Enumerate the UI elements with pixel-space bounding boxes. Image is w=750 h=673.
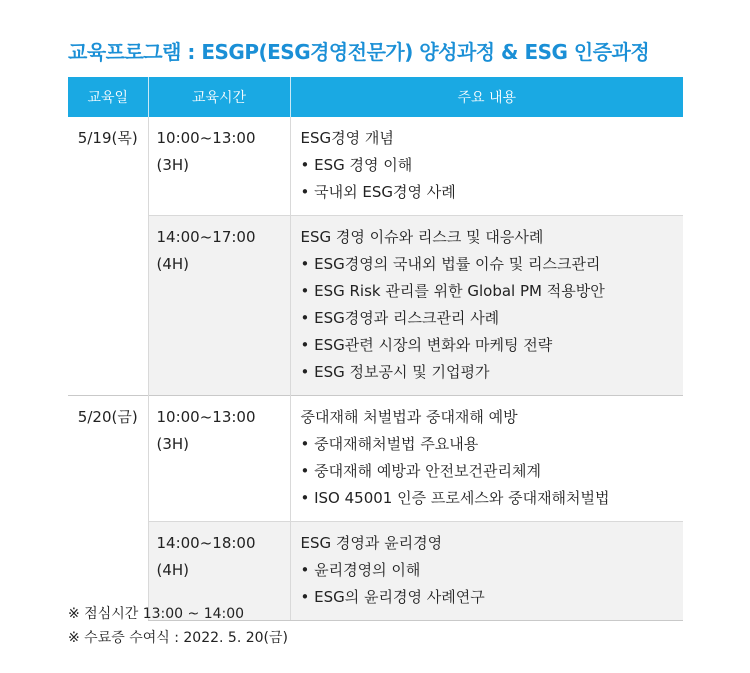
- content-cell: [290, 522, 683, 621]
- time-cell: [148, 117, 290, 216]
- table-row: [68, 216, 683, 396]
- content-cell: [290, 117, 683, 216]
- note-lunch: ※ 점심시간 13:00 ~ 14:00: [68, 606, 245, 622]
- table-header-row: [68, 77, 683, 117]
- table-row: [68, 396, 683, 522]
- session-time: 10:00~13:00: [156, 129, 256, 147]
- session-item: • 국내외 ESG경영 사례: [300, 183, 456, 201]
- header-time: 교육시간: [148, 77, 290, 117]
- note-ceremony: ※ 수료증 수여식 : 2022. 5. 20(금): [68, 630, 288, 646]
- session-hours: (3H): [156, 435, 190, 453]
- session-item: • 중대재해 예방과 안전보건관리체계: [300, 462, 542, 480]
- time-cell: [148, 216, 290, 396]
- session-item: • 윤리경영의 이해: [300, 561, 421, 579]
- page-title: 교육프로그램 : ESGP(ESG경영전문가) 양성과정 & ESG 인증과정: [68, 40, 650, 64]
- session-item: • ESG Risk 관리를 위한 Global PM 적용방안: [300, 282, 605, 300]
- session-hours: (4H): [156, 561, 190, 579]
- content-cell: [290, 396, 683, 522]
- session-time: 14:00~18:00: [156, 534, 256, 552]
- session-item: • ISO 45001 인증 프로세스와 중대재해처벌법: [300, 489, 610, 507]
- session-item: • 중대재해처벌법 주요내용: [300, 435, 479, 453]
- session-topic: 중대재해 처벌법과 중대재해 예방: [300, 408, 518, 426]
- session-topic: ESG 경영과 윤리경영: [300, 534, 443, 552]
- session-topic: ESG경영 개념: [300, 129, 394, 147]
- header-content: 주요 내용: [290, 77, 683, 117]
- session-hours: (4H): [156, 255, 190, 273]
- session-item: • ESG경영의 국내외 법률 이슈 및 리스크관리: [300, 255, 601, 273]
- session-time: 14:00~17:00: [156, 228, 256, 246]
- session-item: • ESG 정보공시 및 기업평가: [300, 363, 490, 381]
- time-cell: [148, 396, 290, 522]
- session-time: 10:00~13:00: [156, 408, 256, 426]
- session-item: • ESG경영과 리스크관리 사례: [300, 309, 500, 327]
- session-hours: (3H): [156, 156, 190, 174]
- notes: [68, 602, 288, 650]
- table-row: [68, 117, 683, 216]
- session-item: • ESG 경영 이해: [300, 156, 413, 174]
- date-cell: 5/20(금): [68, 396, 148, 621]
- header-date: 교육일: [68, 77, 148, 117]
- session-topic: ESG 경영 이슈와 리스크 및 대응사례: [300, 228, 544, 246]
- schedule-table: [68, 77, 683, 621]
- session-item: • ESG관련 시장의 변화와 마케팅 전략: [300, 336, 553, 354]
- content-cell: [290, 216, 683, 396]
- date-cell: 5/19(목): [77, 129, 138, 147]
- session-item: • ESG의 윤리경영 사례연구: [300, 588, 485, 606]
